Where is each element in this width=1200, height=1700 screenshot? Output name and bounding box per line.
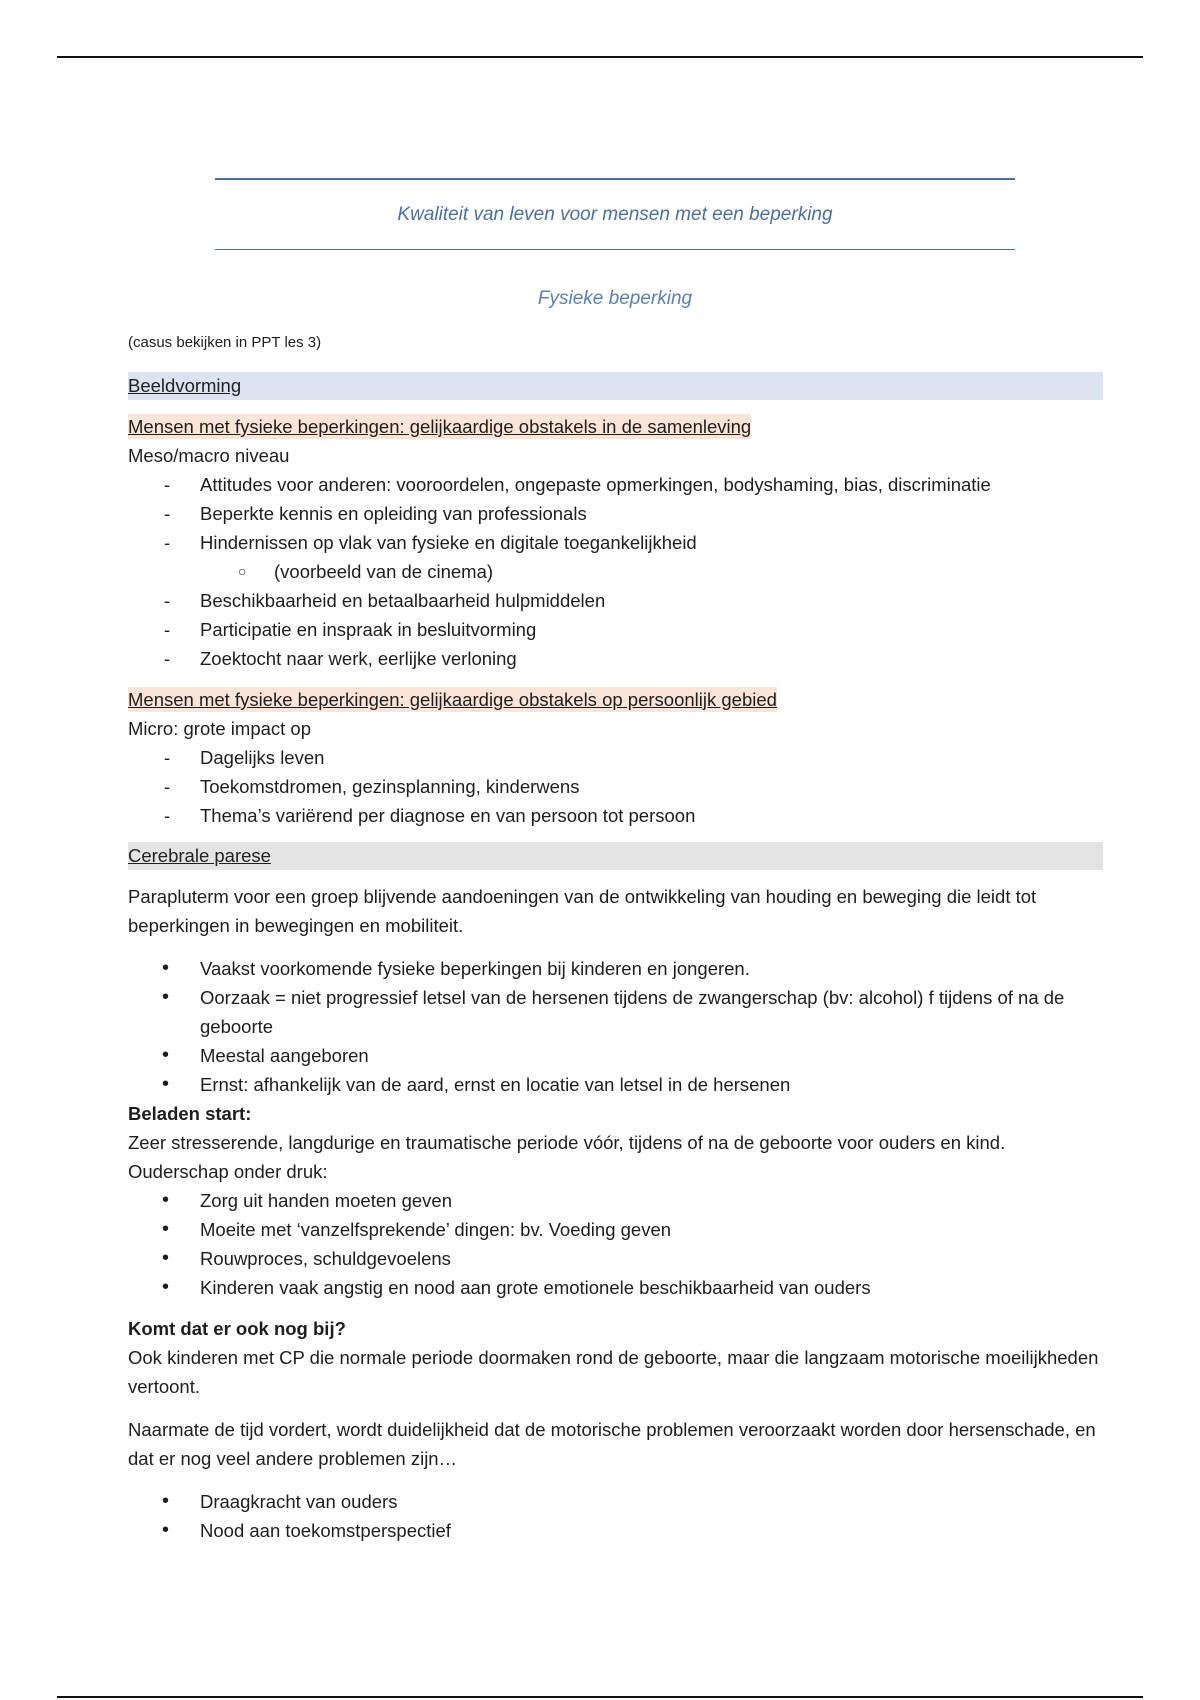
title-bottom-line: [215, 249, 1015, 251]
list-item: - Thema’s variërend per diagnose en van persoon tot persoon: [128, 801, 1103, 830]
list-item: • Zorg uit handen moeten geven: [128, 1186, 1103, 1215]
list-item: - Hindernissen op vlak van fysieke en digitale toegankelijkheid: [128, 528, 1103, 557]
list-item: - Attitudes voor anderen: vooroordelen, ongepaste opmerkingen, bodyshaming, bias, discriminatie: [128, 470, 1103, 499]
komt-text: Ook kinderen met CP die normale periode doormaken rond de geboorte, maar die langzaam motorische moeilijkheden vertoont.: [128, 1347, 1099, 1397]
beladen-list: [128, 1186, 1103, 1302]
section-heading-cerebrale-parese: Cerebrale parese: [128, 842, 1103, 870]
list-item: - Beperkte kennis en opleiding van professionals: [128, 499, 1103, 528]
page-bottom-rule: [57, 1696, 1143, 1698]
list-item: - Participatie en inspraak in besluitvorming: [128, 615, 1103, 644]
document-subtitle: Fysieke beperking: [537, 288, 693, 309]
cp-facts-list: [128, 954, 1103, 1099]
title-block: [215, 178, 1015, 250]
sub-list-item: ○ (voorbeeld van de cinema): [128, 557, 1103, 586]
list-item: • Oorzaak = niet progressief letsel van de hersenen tijdens de zwangerschap (bv: alcohol) f tijdens of na de geboorte: [128, 983, 1103, 1041]
komt-erbij-section: [128, 1314, 1103, 1545]
section-heading-beeldvorming: Beeldvorming: [128, 372, 1103, 400]
document-body: [128, 332, 1103, 1545]
komt-heading: Komt dat er ook nog bij?: [128, 1318, 346, 1339]
cp-definition: Parapluterm voor een groep blijvende aandoeningen van de ontwikkeling van houding en beweging die leidt tot beperkingen in bewegingen en mobiliteit.: [128, 886, 1037, 936]
list-item: • Kinderen vaak angstig en nood aan grote emotionele beschikbaarheid van ouders: [128, 1273, 1103, 1302]
subsection-samenleving: [128, 412, 1103, 673]
list-item: • Ernst: afhankelijk van de aard, ernst en locatie van letsel in de hersenen: [128, 1070, 1103, 1099]
subsection-persoonlijk: [128, 685, 1103, 830]
list-item: - Dagelijks leven: [128, 743, 1103, 772]
impact-list: [128, 743, 1103, 830]
beladen-start-section: [128, 1099, 1103, 1302]
list-item: • Moeite met ‘vanzelfsprekende’ dingen: bv. Voeding geven: [128, 1215, 1103, 1244]
document-title: Kwaliteit van leven voor mensen met een beperking: [397, 203, 833, 225]
beladen-text: Zeer stresserende, langdurige en traumatische periode vóór, tijdens of na de geboorte voor ouders en kind.: [128, 1132, 1006, 1153]
subsection-lead: Micro: grote impact op: [128, 718, 312, 739]
subsection-heading: Mensen met fysieke beperkingen: gelijkaardige obstakels in de samenleving: [128, 416, 752, 437]
list-item: - Toekomstdromen, gezinsplanning, kinderwens: [128, 772, 1103, 801]
list-item: - Beschikbaarheid en betaalbaarheid hulpmiddelen: [128, 586, 1103, 615]
obstacle-list-continued: [128, 586, 1103, 673]
list-item: • Nood aan toekomstperspectief: [128, 1516, 1103, 1545]
subsection-lead: Meso/macro niveau: [128, 445, 290, 466]
komt-text-2: Naarmate de tijd vordert, wordt duidelijkheid dat de motorische problemen veroorzaakt worden door hersenschade, en dat er nog veel andere problemen zijn…: [128, 1419, 1096, 1469]
subsection-heading: Mensen met fysieke beperkingen: gelijkaardige obstakels op persoonlijk gebied: [128, 689, 777, 710]
list-item: • Draagkracht van ouders: [128, 1487, 1103, 1516]
beladen-heading: Beladen start:: [128, 1103, 252, 1124]
beladen-subtext: Ouderschap onder druk:: [128, 1161, 328, 1182]
list-item: • Vaakst voorkomende fysieke beperkingen bij kinderen en jongeren.: [128, 954, 1103, 983]
list-item: - Zoektocht naar werk, eerlijke verloning: [128, 644, 1103, 673]
page-top-rule: [57, 56, 1143, 58]
list-item: • Meestal aangeboren: [128, 1041, 1103, 1070]
intro-note: (casus bekijken in PPT les 3): [128, 334, 322, 351]
komt-list: [128, 1487, 1103, 1545]
obstacle-list: [128, 470, 1103, 557]
list-item: • Rouwproces, schuldgevoelens: [128, 1244, 1103, 1273]
